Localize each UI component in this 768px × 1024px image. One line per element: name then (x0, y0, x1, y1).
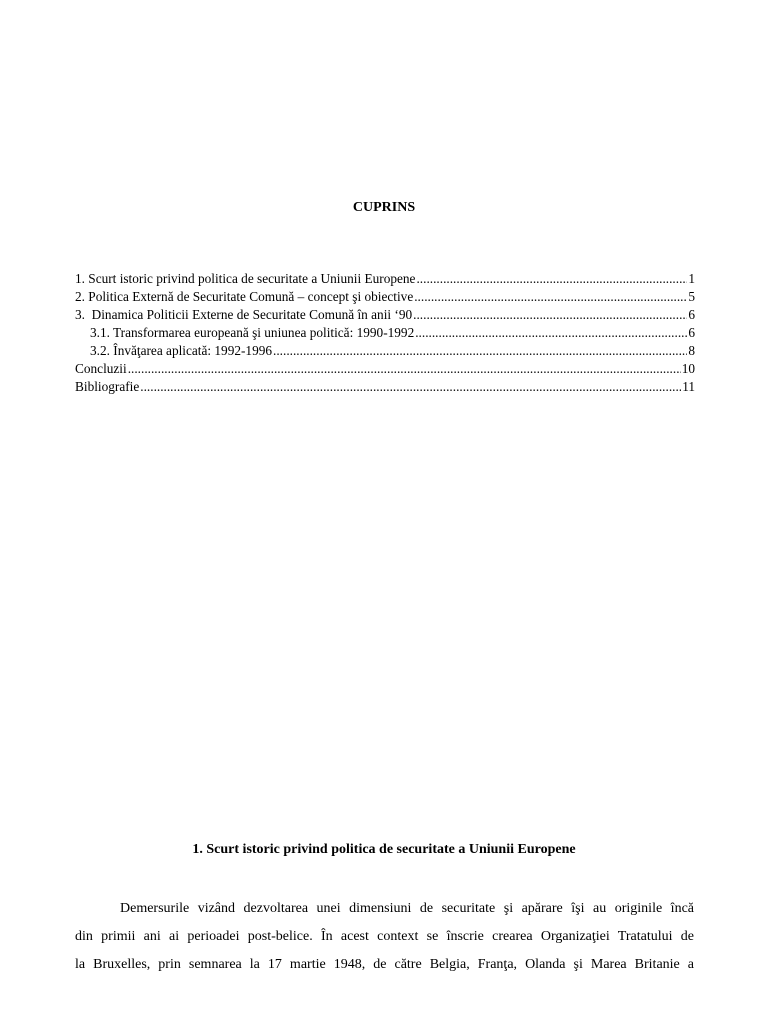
toc-entry[interactable] (75, 360, 695, 378)
toc-page-number: 1 (688, 271, 695, 286)
toc-entry-text: 3.1. Transformarea europeană şi uniunea politică: 1990-1992 (90, 325, 415, 340)
toc-entry[interactable] (75, 270, 695, 288)
toc-page-number: 5 (688, 289, 695, 304)
toc-page-number: 6 (688, 325, 695, 340)
toc-entry-text: 3. Dinamica Politicii Externe de Securitate Comună în anii ‘90 (75, 307, 413, 322)
paragraph-line: Demersurile vizând dezvoltarea unei dimensiuni de securitate şi apărare îşi au originile încă (120, 901, 694, 916)
toc-dot-leader (128, 360, 681, 378)
toc-dot-leader (273, 342, 687, 360)
toc-entry[interactable] (75, 288, 695, 306)
toc-entry-text: Concluzii (75, 361, 127, 376)
toc-entry-text: 1. Scurt istoric privind politica de securitate a Uniunii Europene (75, 271, 416, 286)
paragraph-line: la Bruxelles, prin semnarea la 17 martie 1948, de către Belgia, Franţa, Olanda şi Marea Britanie a (75, 957, 694, 972)
toc-page-number: 6 (688, 307, 695, 322)
toc-dot-leader (415, 324, 687, 342)
toc-dot-leader (140, 378, 681, 396)
toc-entry[interactable] (75, 306, 695, 324)
toc-entry-text: Bibliografie (75, 379, 140, 394)
toc-subentry[interactable] (75, 342, 695, 360)
toc-page-number: 11 (682, 379, 695, 394)
toc-dot-leader (416, 270, 687, 288)
paragraph-line: din primii ani ai perioadei post-belice. În acest context se înscrie crearea Organizaţiei Tratatului de (75, 929, 694, 944)
toc-title: CUPRINS (352, 200, 416, 215)
toc-subentry[interactable] (75, 324, 695, 342)
toc-page-number: 8 (688, 343, 695, 358)
toc-dot-leader (413, 306, 687, 324)
toc-page-number: 10 (681, 361, 695, 376)
section-heading: 1. Scurt istoric privind politica de securitate a Uniunii Europene (192, 842, 576, 857)
table-of-contents (75, 270, 695, 396)
toc-entry[interactable] (75, 378, 695, 396)
toc-entry-text: 2. Politica Externă de Securitate Comună – concept şi obiective (75, 289, 414, 304)
toc-dot-leader (414, 288, 687, 306)
toc-entry-text: 3.2. Învăţarea aplicată: 1992-1996 (90, 343, 273, 358)
body-paragraph (75, 895, 694, 979)
